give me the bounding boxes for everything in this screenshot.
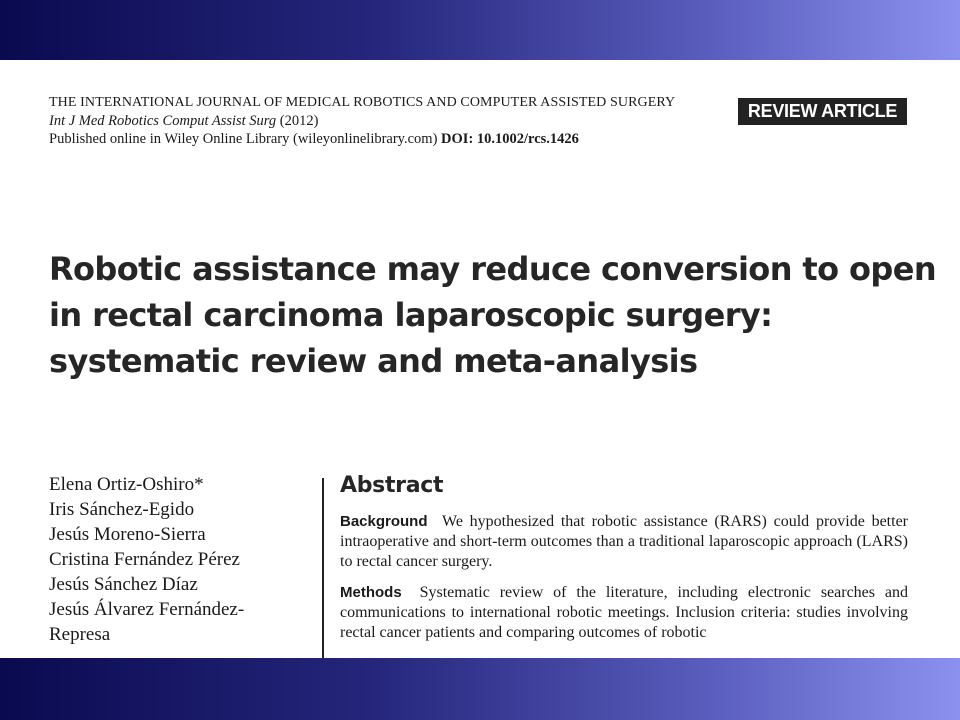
abstract-section (340, 472, 908, 654)
title-line: systematic review and meta-analysis (49, 342, 698, 380)
bottom-decorative-band (0, 658, 960, 720)
author-name: Cristina Fernández Pérez (49, 549, 240, 570)
author-list (49, 472, 244, 647)
author-name: Iris Sánchez-Egido (49, 499, 195, 520)
article-page (0, 60, 960, 658)
journal-year: (2012) (279, 113, 319, 129)
methods-label: Methods (340, 584, 402, 601)
doi: DOI: 10.1002/rcs.1426 (441, 131, 579, 147)
methods-text: Systematic review of the literature, including electronic searches and communications to international robotic meetings. Inclusion criteria: studies involving rectal cancer patients and comparing outcomes of robotic (340, 584, 909, 641)
journal-abbrev: Int J Med Robotics Comput Assist Surg (49, 113, 277, 129)
top-decorative-band (0, 0, 960, 60)
abstract-heading: Abstract (340, 473, 444, 498)
author-name: Jesús Álvarez Fernández- (49, 599, 245, 620)
journal-citation (49, 112, 675, 130)
background-label: Background (340, 513, 428, 530)
author-name: Represa (49, 624, 111, 645)
author-name: Jesús Sánchez Díaz (49, 574, 198, 595)
article-title (49, 246, 937, 384)
title-line: Robotic assistance may reduce conversion to open (49, 250, 937, 288)
published-text: Published online in Wiley Online Library (wileyonlinelibrary.com) (49, 131, 438, 147)
title-line: in rectal carcinoma laparoscopic surgery: (49, 296, 773, 334)
author-name: Jesús Moreno-Sierra (49, 524, 206, 545)
column-divider (322, 478, 324, 658)
journal-published (49, 130, 675, 148)
author-name: Elena Ortiz-Oshiro* (49, 474, 204, 495)
journal-name: THE INTERNATIONAL JOURNAL OF MEDICAL ROBOTICS AND COMPUTER ASSISTED SURGERY (49, 95, 676, 110)
review-article-badge: REVIEW ARTICLE (738, 98, 907, 125)
abstract-methods (340, 583, 908, 643)
journal-header (49, 94, 675, 148)
abstract-background (340, 512, 908, 572)
background-text: We hypothesized that robotic assistance (RARS) could provide better intraoperative and short-term outcomes than a traditional laparoscopic approach (LARS) to rectal cancer surgery. (340, 513, 908, 570)
